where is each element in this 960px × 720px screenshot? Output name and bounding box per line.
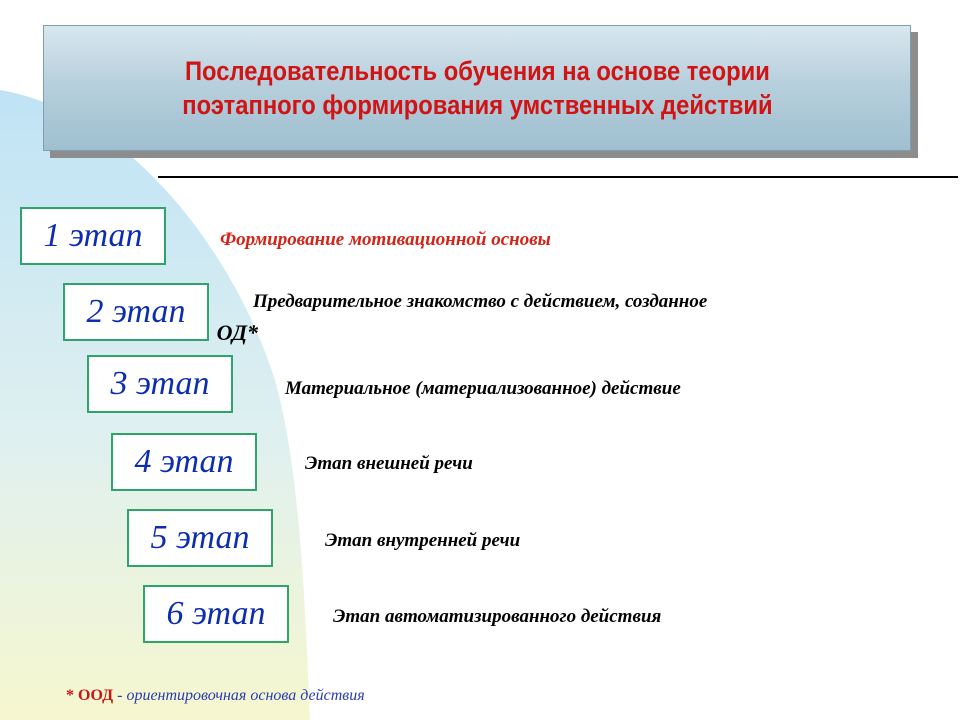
divider-line <box>158 176 958 178</box>
stage-5-description: Этап внутренней речи <box>325 530 521 551</box>
footnote <box>66 687 365 705</box>
footnote-text: - ориентировочная основа действия <box>113 687 365 704</box>
stage-2-box: 2 этап <box>63 283 209 341</box>
stage-3-description: Материальное (материализованное) действие <box>285 378 681 399</box>
page-title <box>182 54 772 122</box>
stage-5-box: 5 этап <box>127 509 273 567</box>
title-line-2: поэтапного формирования умственных действий <box>181 90 773 120</box>
stage-4-description: Этап внешней речи <box>305 453 473 474</box>
stage-3-box: 3 этап <box>87 355 233 413</box>
stage-2-partial-text: ОД* <box>216 320 258 345</box>
stage-4-box: 4 этап <box>111 433 257 491</box>
stage-6-box: 6 этап <box>143 585 289 643</box>
stage-6-description: Этап автоматизированного действия <box>333 606 662 627</box>
footnote-mark: * ООД <box>66 687 114 704</box>
title-banner <box>43 25 911 151</box>
title-line-1: Последовательность обучения на основе теории <box>184 56 770 86</box>
stage-1-description: Формирование мотивационной основы <box>220 229 551 250</box>
stage-2-description: Предварительное знакомство с действием, созданное <box>253 291 708 312</box>
stage-1-box: 1 этап <box>20 207 166 265</box>
